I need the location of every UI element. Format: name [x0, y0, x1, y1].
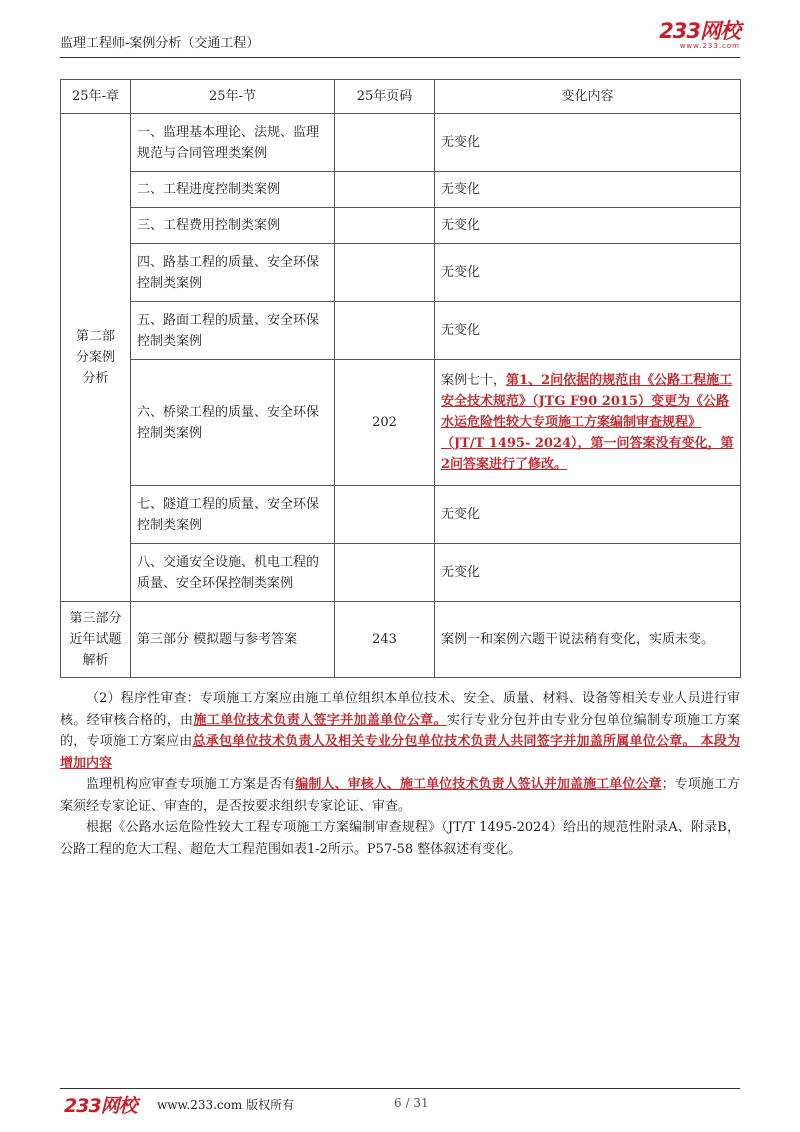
highlight-text: 施工单位技术负责人签字并加盖单位公章。	[193, 712, 447, 728]
text-run: ；专项施工方案须经专家论证、审查的，是否按要求组织专家论证、审查。	[60, 777, 740, 814]
chapter-cell-part2: 第二部分案例分析	[61, 114, 131, 602]
page-cell	[335, 208, 435, 244]
footer-logo[interactable]: 233网校	[64, 1095, 137, 1117]
page-cell	[335, 244, 435, 302]
section-cell: 第三部分 模拟题与参考答案	[131, 602, 335, 678]
logo-text: 233网校	[659, 19, 740, 43]
body-text	[60, 688, 740, 860]
table-header-row	[61, 80, 741, 114]
col-header-page: 25年页码	[335, 80, 435, 114]
page-cell	[335, 486, 435, 544]
page-footer	[60, 1088, 740, 1117]
page-cell	[335, 302, 435, 360]
change-highlight: 第1、2问依据的规范由《公路工程施工安全技术规范》（JTG F90 2015）变更为《公路水运危险性较大专项施工方案编制审查规程》（JT/T 1495- 2024），第一问答案没有变化，第2问答案进行了修改。	[441, 373, 734, 472]
paragraph-procedural-review	[60, 688, 740, 774]
table-row	[61, 208, 741, 244]
change-cell: 无变化	[435, 544, 741, 602]
paragraph-standard-reference: 根据《公路水运危险性较大工程专项施工方案编制审查规程》（JT/T 1495-2024）给出的规范性附录A、附录B，公路工程的危大工程、超危大工程范围如表1-2所示。P57-58 整体叙述有变化。	[60, 820, 740, 857]
section-cell: 六、桥梁工程的质量、安全环保控制类案例	[131, 360, 335, 486]
col-header-chapter: 25年-章	[61, 80, 131, 114]
table-row	[61, 302, 741, 360]
col-header-section: 25年-节	[131, 80, 335, 114]
footer-copyright: www.233.com 版权所有	[157, 1098, 295, 1112]
logo-url: www.233.com	[679, 42, 740, 50]
change-cell: 无变化	[435, 486, 741, 544]
change-cell: 无变化	[435, 244, 741, 302]
highlight-text: 总承包单位技术负责人及相关专业分包单位技术负责人共同签字并加盖所属单位公章。 本段为增加内容	[60, 734, 740, 771]
change-cell: 无变化	[435, 302, 741, 360]
section-cell: 四、路基工程的质量、安全环保控制类案例	[131, 244, 335, 302]
table-row	[61, 544, 741, 602]
changes-table	[60, 79, 741, 678]
document-title: 监理工程师-案例分析（交通工程）	[60, 36, 260, 51]
highlight-text: 编制人、审核人、施工单位技术负责人签认并加盖施工单位公章	[295, 777, 662, 792]
table-row	[61, 602, 741, 678]
col-header-change: 变化内容	[435, 80, 741, 114]
page-cell: 243	[335, 602, 435, 678]
section-cell: 一、监理基本理论、法规、监理规范与合同管理类案例	[131, 114, 335, 172]
page-cell: 202	[335, 360, 435, 486]
section-cell: 三、工程费用控制类案例	[131, 208, 335, 244]
section-cell: 八、交通安全设施、机电工程的质量、安全环保控制类案例	[131, 544, 335, 602]
table-row	[61, 244, 741, 302]
section-cell: 七、隧道工程的质量、安全环保控制类案例	[131, 486, 335, 544]
paragraph-supervision-review	[60, 774, 740, 817]
section-cell: 五、路面工程的质量、安全环保控制类案例	[131, 302, 335, 360]
page-header	[60, 19, 740, 58]
change-cell	[435, 360, 741, 486]
page-number: 6 / 31	[394, 1096, 429, 1110]
page-cell	[335, 172, 435, 208]
change-cell: 无变化	[435, 114, 741, 172]
table-row	[61, 360, 741, 486]
text-run: 监理机构应审查专项施工方案是否有	[86, 777, 296, 792]
change-prefix: 案例七十，	[441, 373, 507, 388]
change-cell: 无变化	[435, 208, 741, 244]
chapter-cell-part3: 第三部分近年试题解析	[61, 602, 131, 678]
page-cell	[335, 544, 435, 602]
change-cell: 案例一和案例六题干说法稍有变化，实质未变。	[435, 602, 741, 678]
table-row	[61, 172, 741, 208]
table-row	[61, 486, 741, 544]
page-cell	[335, 114, 435, 172]
brand-logo[interactable]	[659, 20, 740, 51]
text-run: 实行专业分包并由专业分包单位编制专项施工方案的，专项施工方案应由	[60, 712, 740, 749]
text-run: （2）程序性审查：专项施工方案应由施工单位组织本单位技术、安全、质量、材料、设备等相关专业人员进行审核。经审核合格的，由	[60, 691, 740, 728]
table-row	[61, 114, 741, 172]
change-cell: 无变化	[435, 172, 741, 208]
section-cell: 二、工程进度控制类案例	[131, 172, 335, 208]
